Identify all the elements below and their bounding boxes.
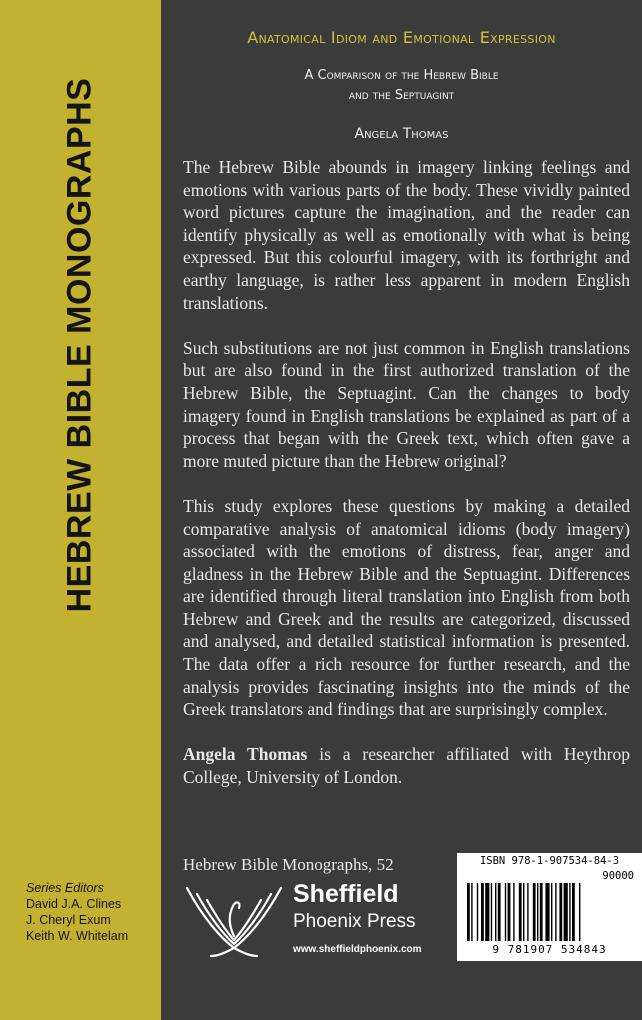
phoenix-icon bbox=[181, 878, 287, 958]
author-bio-text: is a researcher affiliated with Heythrop College, University of London. bbox=[183, 744, 630, 788]
author-bio-name: Angela Thomas bbox=[183, 744, 308, 765]
back-cover bbox=[161, 0, 642, 1020]
barcode-bars bbox=[467, 883, 632, 941]
blurb bbox=[183, 156, 630, 811]
series-editors bbox=[26, 880, 128, 944]
book-subtitle bbox=[161, 66, 642, 106]
barcode bbox=[457, 853, 642, 961]
blurb-paragraph: The Hebrew Bible abounds in imagery linking feelings and emotions with various parts of the body. These vividly painted word pictures capture the imagination, and the reader can identify physically as well as emotionally with what is being expressed. But this colourful imagery, with its forthright and earthy language, is rather less apparent in modern English translations. bbox=[183, 157, 630, 313]
publisher-name: Sheffield bbox=[293, 880, 399, 908]
editor-name: Keith W. Whitelam bbox=[26, 929, 129, 943]
publisher-name-line2: Phoenix Press bbox=[293, 911, 416, 932]
barcode-digits: 9 781907 534843 bbox=[492, 943, 607, 956]
editor-name: J. Cheryl Exum bbox=[26, 913, 111, 927]
blurb-paragraph: This study explores these questions by making a detailed comparative analysis of anatomical idioms (body imagery) associated with the emotions of distress, fear, anger and gladness in the Hebrew Bible and the Septuagint. Differences are identified through literal translation into English from both Hebrew and Greek and the results are categorized, discussed and analysed, and detailed statistical information is presented. The data offer a rich resource for further research, and the analysis provides fascinating insights into the minds of the Greek translators and findings that are surprisingly complex. bbox=[183, 495, 630, 720]
blurb-paragraph: Such substitutions are not just common in English translations but are also found in the first authorized translation of the Hebrew Bible, the Septuagint. Can the changes to body imagery found in English translations be explained as part of a process that began with the Greek text, which often gave a more muted picture than the Hebrew original? bbox=[183, 337, 630, 471]
subtitle-line: A Comparison of the Hebrew Bible bbox=[304, 68, 499, 83]
author-name: Angela Thomas bbox=[354, 126, 449, 142]
subtitle-line: and the Septuagint bbox=[348, 88, 455, 103]
book-title: Anatomical Idiom and Emotional Expression bbox=[247, 28, 556, 47]
price-code: 90000 bbox=[602, 870, 634, 882]
series-number: Hebrew Bible Monographs, 52 bbox=[183, 855, 394, 874]
publisher-url: www.sheffieldphoenix.com bbox=[293, 944, 422, 955]
editor-name: David J.A. Clines bbox=[26, 897, 122, 911]
publisher-logo bbox=[181, 878, 431, 960]
series-title: HEBREW BIBLE MONOGRAPHS bbox=[60, 77, 99, 613]
author-bio bbox=[183, 743, 630, 788]
series-editors-heading: Series Editors bbox=[26, 881, 104, 895]
spine bbox=[0, 0, 161, 1020]
isbn: ISBN 978-1-907534-84-3 bbox=[479, 855, 620, 867]
